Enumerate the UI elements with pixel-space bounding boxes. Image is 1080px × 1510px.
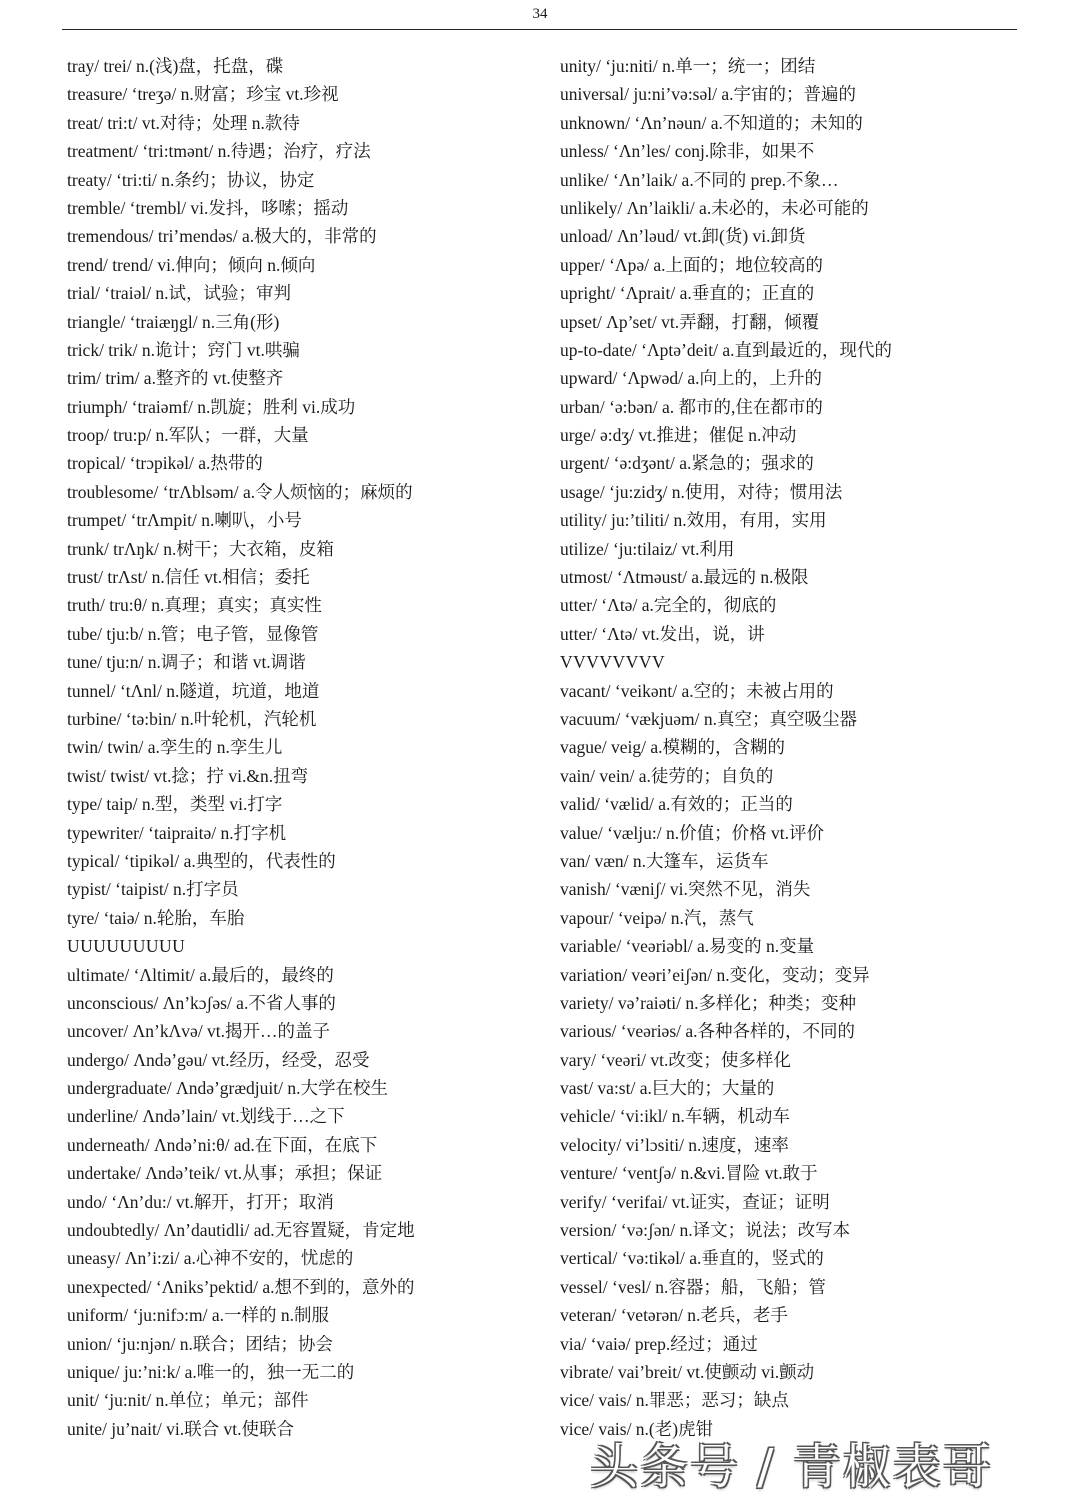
header-rule [62, 29, 1017, 30]
vocabulary-entry: vacant/ ‘veikənt/ a.空的；未被占用的 [560, 680, 834, 701]
vocabulary-entry: upper/ ‘Λpə/ a.上面的；地位较高的 [560, 254, 823, 275]
vocabulary-entry: typical/ ‘tipikəl/ a.典型的，代表性的 [67, 850, 336, 871]
vocabulary-entry: van/ væn/ n.大篷车，运货车 [560, 850, 769, 871]
page-number: 34 [532, 6, 548, 22]
vocabulary-entry: utter/ ‘Λtə/ vt.发出，说，讲 [560, 623, 765, 644]
vocabulary-entry: variable/ ‘veəriəbl/ a.易变的 n.变量 [560, 936, 815, 957]
vocabulary-entry: unconscious/ Λn’kɔʃəs/ a.不省人事的 [67, 992, 336, 1013]
vocabulary-entry: undoubtedly/ Λn’dautidli/ ad.无容置疑，肯定地 [67, 1220, 415, 1241]
vocabulary-entry: tunnel/ ‘tΛnl/ n.隧道，坑道，地道 [67, 680, 320, 701]
vocabulary-entry: upward/ ‘Λpwəd/ a.向上的，上升的 [560, 368, 823, 389]
vocabulary-entry: troop/ tru:p/ n.军队；一群，大量 [67, 425, 309, 446]
vocabulary-entry: variation/ veəri’eiʃən/ n.变化，变动；变异 [560, 964, 870, 985]
vocabulary-entry: variety/ və’raiəti/ n.多样化；种类；变种 [560, 992, 856, 1013]
vocabulary-entry: uniform/ ‘ju:nifɔ:m/ a.一样的 n.制服 [67, 1305, 329, 1326]
vocabulary-entry: unlikely/ Λn’laikli/ a.未必的，未必可能的 [560, 197, 869, 218]
vocabulary-entry: treasure/ ‘treʒə/ n.财富；珍宝 vt.珍视 [67, 84, 339, 105]
vocabulary-entry: velocity/ vi’lɔsiti/ n.速度，速率 [560, 1134, 789, 1155]
vocabulary-entry: tray/ trei/ n.(浅)盘，托盘，碟 [67, 56, 284, 76]
vocabulary-entry: utter/ ‘Λtə/ a.完全的，彻底的 [560, 595, 777, 616]
vocabulary-entry: vibrate/ vai’breit/ vt.使颤动 vi.颤动 [560, 1361, 815, 1382]
vocabulary-entry: trim/ trim/ a.整齐的 vt.使整齐 [67, 368, 284, 389]
vocabulary-entry: vain/ vein/ a.徒劳的；自负的 [560, 765, 774, 786]
vocabulary-entry: unexpected/ ‘Λniks’pektid/ a.想不到的，意外的 [67, 1276, 415, 1297]
vocabulary-entry: upright/ ‘Λprait/ a.垂直的；正直的 [560, 283, 815, 304]
vocabulary-entry: veteran/ ‘vetərən/ n.老兵，老手 [560, 1305, 788, 1326]
vocabulary-entry: venture/ ‘ventʃə/ n.&vi.冒险 vt.敢于 [560, 1163, 818, 1184]
vocabulary-entry: undertake/ Λndə’teik/ vt.从事；承担；保证 [67, 1163, 383, 1184]
vocabulary-entry: version/ ‘və:ʃən/ n.译文；说法；改写本 [560, 1220, 851, 1241]
vocabulary-entry: tropical/ ‘trɔpikəl/ a.热带的 [67, 453, 263, 474]
vocabulary-entry: unload/ Λn’ləud/ vt.卸(货) vi.卸货 [560, 226, 806, 247]
vocabulary-entry: tyre/ ‘taiə/ n.轮胎，车胎 [67, 907, 245, 928]
left-column [67, 52, 537, 1443]
vocabulary-entry: treat/ tri:t/ vt.对待；处理 n.款待 [67, 112, 300, 133]
vocabulary-entry: treaty/ ‘tri:ti/ n.条约；协议，协定 [67, 169, 315, 190]
vocabulary-entry: vice/ vais/ n.(老)虎钳 [560, 1418, 714, 1439]
vocabulary-entry: up-to-date/ ‘Λptə’deit/ a.直到最近的，现代的 [560, 339, 892, 360]
vocabulary-entry: uncover/ Λn’kΛvə/ vt.揭开…的盖子 [67, 1021, 331, 1042]
vocabulary-entry: troublesome/ ‘trΛblsəm/ a.令人烦恼的；麻烦的 [67, 481, 413, 502]
letter-section-heading: VVVVVVVV [560, 652, 666, 673]
vocabulary-entry: upset/ Λp’set/ vt.弄翻，打翻，倾覆 [560, 311, 820, 332]
vocabulary-entry: utilize/ ‘ju:tilaiz/ vt.利用 [560, 538, 735, 559]
vocabulary-entry: utility/ ju:’tiliti/ n.效用，有用，实用 [560, 510, 827, 531]
vocabulary-entry: trust/ trΛst/ n.信任 vt.相信；委托 [67, 567, 310, 588]
vocabulary-entry: truth/ tru:θ/ n.真理；真实；真实性 [67, 595, 322, 616]
vocabulary-entry: unlike/ ‘Λn’laik/ a.不同的 prep.不象… [560, 169, 839, 190]
vocabulary-entry: tube/ tju:b/ n.管；电子管，显像管 [67, 623, 319, 644]
vocabulary-entry: tune/ tju:n/ n.调子；和谐 vt.调谐 [67, 652, 306, 673]
vocabulary-entry: trunk/ trΛŋk/ n.树干；大衣箱，皮箱 [67, 538, 334, 559]
vocabulary-entry: vapour/ ‘veipə/ n.汽，蒸气 [560, 907, 754, 928]
vocabulary-entry: vessel/ ‘vesl/ n.容器；船，飞船；管 [560, 1276, 826, 1297]
vocabulary-entry: unity/ ‘ju:niti/ n.单一；统一；团结 [560, 56, 816, 76]
vocabulary-entry: triumph/ ‘traiəmf/ n.凯旋；胜利 vi.成功 [67, 396, 356, 417]
vocabulary-entry: verify/ ‘verifai/ vt.证实，查证；证明 [560, 1191, 830, 1212]
vocabulary-entry: union/ ‘ju:njən/ n.联合；团结；协会 [67, 1333, 333, 1354]
vocabulary-entry: vague/ veig/ a.模糊的，含糊的 [560, 737, 786, 758]
vocabulary-entry: urge/ ə:dʒ/ vt.推进；催促 n.冲动 [560, 425, 797, 446]
vocabulary-entry: vice/ vais/ n.罪恶；恶习；缺点 [560, 1390, 789, 1411]
vocabulary-entry: twist/ twist/ vt.捻；拧 vi.&n.扭弯 [67, 765, 309, 786]
vocabulary-entry: valid/ ‘vælid/ a.有效的；正当的 [560, 794, 793, 815]
vocabulary-entry: trumpet/ ‘trΛmpit/ n.喇叭，小号 [67, 510, 302, 531]
vocabulary-entry: vertical/ ‘və:tikəl/ a.垂直的，竖式的 [560, 1248, 824, 1269]
vocabulary-entry: typist/ ‘taipist/ n.打字员 [67, 879, 239, 900]
vocabulary-entry: usage/ ‘ju:zidʒ/ n.使用，对待；惯用法 [560, 481, 843, 502]
vocabulary-entry: urgent/ ‘ə:dʒənt/ a.紧急的；强求的 [560, 453, 814, 474]
vocabulary-entry: universal/ ju:ni’və:səl/ a.宇宙的；普遍的 [560, 84, 856, 105]
vocabulary-entry: uneasy/ Λn’i:zi/ a.心神不安的，忧虑的 [67, 1248, 354, 1269]
vocabulary-entry: twin/ twin/ a.孪生的 n.孪生儿 [67, 737, 283, 758]
vocabulary-entry: trial/ ‘traiəl/ n.试，试验；审判 [67, 283, 292, 304]
vocabulary-entry: undergraduate/ Λndə’grædjuit/ n.大学在校生 [67, 1078, 388, 1099]
vocabulary-entry: typewriter/ ‘taipraitə/ n.打字机 [67, 822, 287, 843]
vocabulary-entry: turbine/ ‘tə:bin/ n.叶轮机，汽轮机 [67, 708, 317, 729]
vocabulary-entry: via/ ‘vaiə/ prep.经过；通过 [560, 1333, 758, 1354]
vocabulary-entry: unit/ ‘ju:nit/ n.单位；单元；部件 [67, 1390, 309, 1411]
vocabulary-entry: urban/ ‘ə:bən/ a. 都市的,住在都市的 [560, 396, 823, 417]
vocabulary-entry: value/ ‘vælju:/ n.价值；价格 vt.评价 [560, 822, 824, 843]
vocabulary-entry: type/ taip/ n.型，类型 vi.打字 [67, 794, 283, 815]
vocabulary-entry: unique/ ju:’ni:k/ a.唯一的，独一无二的 [67, 1361, 355, 1382]
vocabulary-entry: undo/ ‘Λn’du:/ vt.解开，打开；取消 [67, 1191, 334, 1212]
vocabulary-entry: trend/ trend/ vi.伸向；倾向 n.倾向 [67, 254, 316, 275]
vocabulary-entry: unite/ ju’nait/ vi.联合 vt.使联合 [67, 1418, 294, 1439]
vocabulary-entry: triangle/ ‘traiæŋgl/ n.三角(形) [67, 311, 280, 332]
vocabulary-entry: vary/ ‘veəri/ vt.改变；使多样化 [560, 1049, 791, 1070]
vocabulary-entry: vacuum/ ‘vækjuəm/ n.真空；真空吸尘器 [560, 708, 857, 729]
vocabulary-entry: utmost/ ‘Λtməust/ a.最远的 n.极限 [560, 567, 809, 588]
vocabulary-entry: vast/ va:st/ a.巨大的；大量的 [560, 1078, 775, 1099]
vocabulary-entry: tremendous/ tri’mendəs/ a.极大的，非常的 [67, 226, 377, 247]
vocabulary-entry: unknown/ ‘Λn’nəun/ a.不知道的；未知的 [560, 112, 863, 133]
watermark [590, 1428, 1060, 1498]
vocabulary-entry: undergo/ Λndə’gəu/ vt.经历，经受，忍受 [67, 1049, 370, 1070]
watermark-text: 头条号 / 青椒表哥 [590, 1439, 993, 1495]
right-column [560, 52, 1030, 1443]
vocabulary-entry: tremble/ ‘trembl/ vi.发抖，哆嗦；摇动 [67, 197, 349, 218]
vocabulary-entry: underline/ Λndə’lain/ vt.划线于…之下 [67, 1106, 345, 1127]
vocabulary-entry: ultimate/ ‘Λltimit/ a.最后的，最终的 [67, 964, 334, 985]
vocabulary-entry: trick/ trik/ n.诡计；窍门 vt.哄骗 [67, 339, 300, 360]
vocabulary-entry: vanish/ ‘væniʃ/ vi.突然不见，消失 [560, 879, 811, 900]
letter-section-heading: UUUUUUUUU [67, 936, 186, 957]
vocabulary-entry: underneath/ Λndə’ni:θ/ ad.在下面，在底下 [67, 1134, 378, 1155]
vocabulary-entry: treatment/ ‘tri:tmənt/ n.待遇；治疗，疗法 [67, 141, 371, 162]
vocabulary-entry: unless/ ‘Λn’les/ conj.除非，如果不 [560, 141, 815, 162]
vocabulary-entry: various/ ‘veəriəs/ a.各种各样的，不同的 [560, 1021, 856, 1042]
vocabulary-entry: vehicle/ ‘vi:ikl/ n.车辆，机动车 [560, 1106, 790, 1127]
